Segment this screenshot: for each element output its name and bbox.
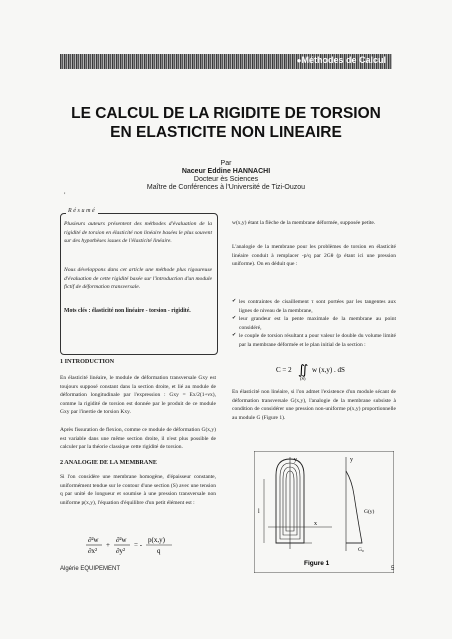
- svg-text:∂²w: ∂²w: [116, 536, 127, 544]
- byline-par: Par: [220, 160, 232, 167]
- bullet-item: ✔ le couple de torsion résultant a pour valeur le double du volume limité par la membrane déformée et le plan initial de la section :: [232, 332, 396, 349]
- section-title: ● Méthodes de Calcul: [297, 55, 386, 65]
- intro-paragraph-1: En élasticité linéaire, le module de déformation transversale Gxy est toujours supposé constant dans la section droite, et lié au module de déformation longitudinale par l'expression : Gxy = Ex/2(1+νx), comme la rigidité de torsion est donnée par le produit de ce module Gxy par l'inertie de torsion Kxy.: [60, 375, 216, 416]
- title-line-1: LE CALCUL DE LA RIGIDITE DE TORSION: [71, 105, 381, 122]
- bullet-list: [232, 298, 396, 350]
- header-bar: [60, 54, 392, 69]
- figure-1: [254, 451, 394, 573]
- footer-journal: Algérie EQUIPEMENT: [60, 566, 121, 572]
- bullet-item: ✔ leur grandeur est la pente maximale de la membrane au point considéré,: [232, 315, 396, 332]
- figure-label-gy: G(y): [364, 509, 375, 515]
- svg-text:∂y²: ∂y²: [116, 547, 126, 555]
- section-heading-introduction: 1 INTRODUCTION: [60, 358, 115, 365]
- figure-label-l: l: [258, 509, 260, 515]
- right-paragraph-1: w(x,y) étant la flèche de la membrane déformée, supposée petite.: [232, 220, 376, 226]
- title-line-2: EN ELASTICITE NON LINEAIRE: [110, 124, 342, 141]
- membrane-paragraph: Si l'on considère une membrane homogène, d'épaisseur constante, uniformément tendue sur le contour d'une section (S) avec une tension q par unité de longueur et soumise à une pression transversale non uniforme p(x,y), l'équation d'équilibre d'un petit élément est :: [60, 474, 216, 506]
- eq2-lhs: C = 2: [276, 366, 292, 374]
- eq2-domain: (S): [300, 376, 306, 381]
- eq2-integrand: w (x,y) . dS: [312, 366, 345, 374]
- figure-caption: Figure 1: [304, 560, 330, 567]
- figure-label-x: x: [314, 521, 317, 527]
- svg-text:∬: ∬: [298, 362, 309, 377]
- intro-paragraph-2: Après fissuration de flexion, comme ce module de déformation G(x,y) est variable dans une même section droite, il n'est plus possible de calculer par la théorie classique cette rigidité de torsion.: [60, 427, 216, 451]
- right-paragraph-3: En élasticité non linéaire, si l'on admet l'existence d'un module sécant de déformation transversale G(x,y), l'analogie de la membrane subsiste à condition de considérer une pression non-uniforme p(x,y) proportionnelle au module G (Figure 1).: [232, 389, 396, 421]
- equilibrium-equation: [84, 532, 204, 558]
- author-name: Naceur Eddine HANNACHI: [181, 168, 271, 175]
- section-heading-membrane: 2 ANALOGIE DE LA MEMBRANE: [60, 459, 157, 466]
- figure-label-y2: y: [350, 457, 353, 463]
- eq1-denominator: q: [157, 547, 161, 555]
- svg-text:∂x²: ∂x²: [88, 547, 98, 555]
- svg-text:∂²w: ∂²w: [88, 536, 99, 544]
- figure-label-y: y: [294, 457, 297, 463]
- page-number: 5: [391, 566, 395, 572]
- torque-equation: [276, 359, 376, 381]
- figure-label-g0: G₀: [358, 547, 364, 553]
- g-curve: [346, 471, 362, 543]
- abstract-label: Résumé: [68, 208, 97, 214]
- article-title: [20, 104, 432, 142]
- bullet-item: ✔ les contraintes de cisaillement τ sont portées par les tangentes aux lignes de niveau de la membrane,: [232, 298, 396, 315]
- svg-text:+: +: [106, 541, 110, 549]
- stray-mark: ,: [64, 189, 66, 195]
- keywords: Mots clés : élasticité non linéaire - torsion - rigidité.: [64, 308, 191, 314]
- eq1-numerator: p(x,y): [148, 536, 165, 544]
- abstract-paragraph-2: Nous développons dans cet article une méthode plus rigoureuse d'évaluation de cette rigidité basée sur l'introduction d'un module fictif de déformation transversale.: [64, 267, 212, 291]
- svg-text:= -: = -: [134, 541, 143, 549]
- author-degree: Docteur ès Sciences: [193, 176, 259, 183]
- abstract-paragraph-1: Plusieurs auteurs présentent des méthodes d'évaluation de la rigidité de torsion en élasticité non linéaire basées le plus souvent sur des hypothèses issues de l'élasticité linéaire.: [64, 221, 213, 245]
- right-paragraph-2: L'analogie de la membrane pour les problèmes de torsion en élasticité linéaire conduit à remplacer -p/q par 2Gθ (p étant ici une pression uniforme). On en déduit que :: [232, 244, 396, 268]
- author-affiliation: Maître de Conférences à l'Université de Tizi-Ouzou: [146, 184, 306, 191]
